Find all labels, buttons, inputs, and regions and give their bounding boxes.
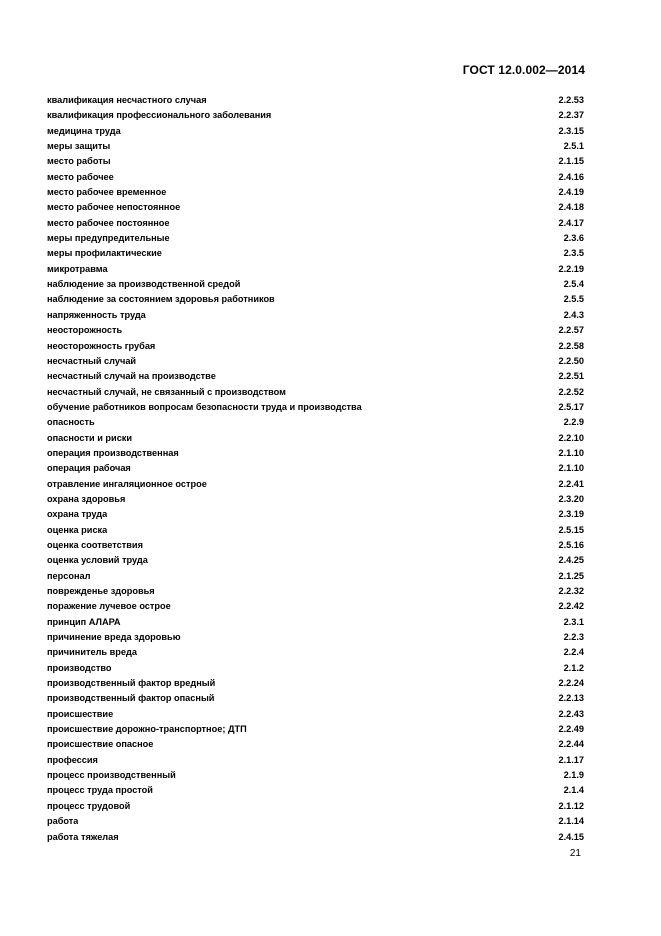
index-entry [47,108,584,123]
index-term: квалификация профессионального заболевания [47,110,272,121]
index-reference: 2.3.19 [558,509,584,520]
index-reference: 2.4.19 [558,187,584,198]
index-term: место рабочее непостоянное [47,202,181,213]
index-entry [47,830,584,845]
index-reference: 2.3.15 [558,125,584,136]
index-term: процесс трудовой [47,800,131,811]
index-term: неосторожность грубая [47,340,156,351]
index-entry [47,124,584,139]
index-entry [47,431,584,446]
index-reference: 2.2.13 [558,693,584,704]
index-entry [47,523,584,538]
index-term: микротравма [47,263,108,274]
index-entry [47,737,584,752]
index-reference: 2.2.3 [563,632,584,643]
index-entry [47,691,584,706]
index-entry [47,553,584,568]
index-reference: 2.1.15 [558,156,584,167]
index-term: медицина труда [47,125,121,136]
index-term: отравление ингаляционное острое [47,478,207,489]
index-reference: 2.3.6 [563,233,584,244]
index-entry [47,477,584,492]
index-reference: 2.2.43 [558,708,584,719]
index-entry [47,676,584,691]
index-entry [47,768,584,783]
index-entry [47,385,584,400]
index-reference: 2.5.4 [563,279,584,290]
index-reference: 2.5.17 [558,401,584,412]
index-entry [47,369,584,384]
index-reference: 2.2.24 [558,678,584,689]
index-reference: 2.1.10 [558,463,584,474]
index-entry [47,707,584,722]
index-term: работа [47,816,79,827]
index-term: происшествие [47,708,114,719]
index-reference: 2.2.53 [558,95,584,105]
index-entry [47,231,584,246]
index-term: причинение вреда здоровью [47,632,181,643]
index-entry [47,354,584,369]
index-entry [47,814,584,829]
index-entry [47,584,584,599]
index-term: место рабочее постоянное [47,217,170,228]
index-term: меры профилактические [47,248,162,259]
index-reference: 2.1.2 [563,662,584,673]
index-reference: 2.4.18 [558,202,584,213]
index-term: оценка риска [47,524,108,535]
index-term: место рабочее [47,171,114,182]
index-term: персонал [47,570,91,581]
index-reference: 2.2.19 [558,263,584,274]
index-entry [47,661,584,676]
index-entry [47,461,584,476]
index-term: охрана труда [47,509,108,520]
index-entry [47,200,584,215]
index-entry [47,246,584,261]
index-entry [47,722,584,737]
index-entry [47,308,584,323]
index-term: работа тяжелая [47,831,119,842]
index-reference: 2.1.14 [558,816,584,827]
index-reference: 2.5.5 [563,294,584,305]
index-term: процесс труда простой [47,785,153,796]
index-entry [47,139,584,154]
index-reference: 2.2.37 [558,110,584,121]
index-reference: 2.1.10 [558,447,584,458]
index-term: процесс производственный [47,770,176,781]
index-reference: 2.2.49 [558,724,584,735]
index-reference: 2.3.20 [558,493,584,504]
index-reference: 2.2.42 [558,601,584,612]
index-entry [47,170,584,185]
index-term: операция рабочая [47,463,131,474]
index-entry [47,507,584,522]
index-term: причинитель вреда [47,647,137,658]
index-term: неосторожность [47,325,123,336]
index-reference: 2.5.1 [563,141,584,152]
index-entry [47,277,584,292]
index-term: несчастный случай [47,355,137,366]
index-reference: 2.2.9 [563,417,584,428]
index-entry [47,645,584,660]
index-entry [47,93,584,108]
index-term: несчастный случай на производстве [47,371,216,382]
index-term: профессия [47,754,98,765]
index-entry [47,154,584,169]
index-entry [47,783,584,798]
index-reference: 2.4.16 [558,171,584,182]
index-reference: 2.3.5 [563,248,584,259]
index-entry [47,262,584,277]
term-index-list [47,93,584,845]
index-reference: 2.4.3 [563,309,584,320]
index-entry [47,400,584,415]
index-reference: 2.3.1 [563,616,584,627]
index-term: поврежденье здоровья [47,586,155,596]
index-reference: 2.2.10 [558,432,584,443]
index-reference: 2.1.17 [558,754,584,765]
index-entry [47,446,584,461]
index-reference: 2.1.4 [563,785,584,796]
index-entry [47,415,584,430]
index-term: несчастный случай, не связанный с производством [47,386,286,397]
index-reference: 2.5.16 [558,539,584,550]
index-entry [47,323,584,338]
index-term: опасности и риски [47,432,133,443]
index-entry [47,292,584,307]
page-number: 21 [569,848,581,859]
index-reference: 2.2.4 [563,647,584,658]
index-reference: 2.4.25 [558,555,584,566]
index-term: обучение работников вопросам безопасности труда и производства [47,401,362,412]
index-entry [47,339,584,354]
index-reference: 2.2.52 [558,386,584,397]
index-term: квалификация несчастного случая [47,95,207,105]
index-term: производство [47,662,112,673]
index-reference: 2.1.25 [558,570,584,581]
index-reference: 2.2.50 [558,355,584,366]
index-term: наблюдение за состоянием здоровья работников [47,294,275,305]
index-term: производственный фактор опасный [47,693,215,704]
index-term: происшествие опасное [47,739,154,750]
index-term: опасность [47,417,95,428]
index-reference: 2.2.51 [558,371,584,382]
index-term: меры предупредительные [47,233,170,244]
index-entry [47,753,584,768]
index-entry [47,185,584,200]
index-entry [47,492,584,507]
index-reference: 2.1.12 [558,800,584,811]
index-reference: 2.5.15 [558,524,584,535]
index-entry [47,216,584,231]
index-term: охрана здоровья [47,493,126,504]
index-term: производственный фактор вредный [47,678,216,689]
index-entry [47,630,584,645]
index-term: наблюдение за производственной средой [47,279,241,290]
index-reference: 2.2.41 [558,478,584,489]
document-header: ГОСТ 12.0.002—2014 [462,63,585,77]
index-reference: 2.1.9 [563,770,584,781]
index-term: напряженность труда [47,309,146,320]
index-entry [47,569,584,584]
index-term: принцип АЛАРА [47,616,121,627]
index-term: происшествие дорожно-транспортное; ДТП [47,724,247,735]
index-term: операция производственная [47,447,179,458]
index-reference: 2.2.57 [558,325,584,336]
index-reference: 2.4.15 [558,831,584,842]
index-entry [47,799,584,814]
index-entry [47,599,584,614]
index-reference: 2.2.58 [558,340,584,351]
index-reference: 2.2.44 [558,739,584,750]
index-entry [47,615,584,630]
index-term: место работы [47,156,111,167]
index-term: поражение лучевое острое [47,601,171,612]
index-reference: 2.2.32 [558,586,584,596]
index-term: оценка соответствия [47,539,143,550]
index-reference: 2.4.17 [558,217,584,228]
index-term: оценка условий труда [47,555,148,566]
index-term: место рабочее временное [47,187,167,198]
index-term: меры защиты [47,141,111,152]
index-entry [47,538,584,553]
